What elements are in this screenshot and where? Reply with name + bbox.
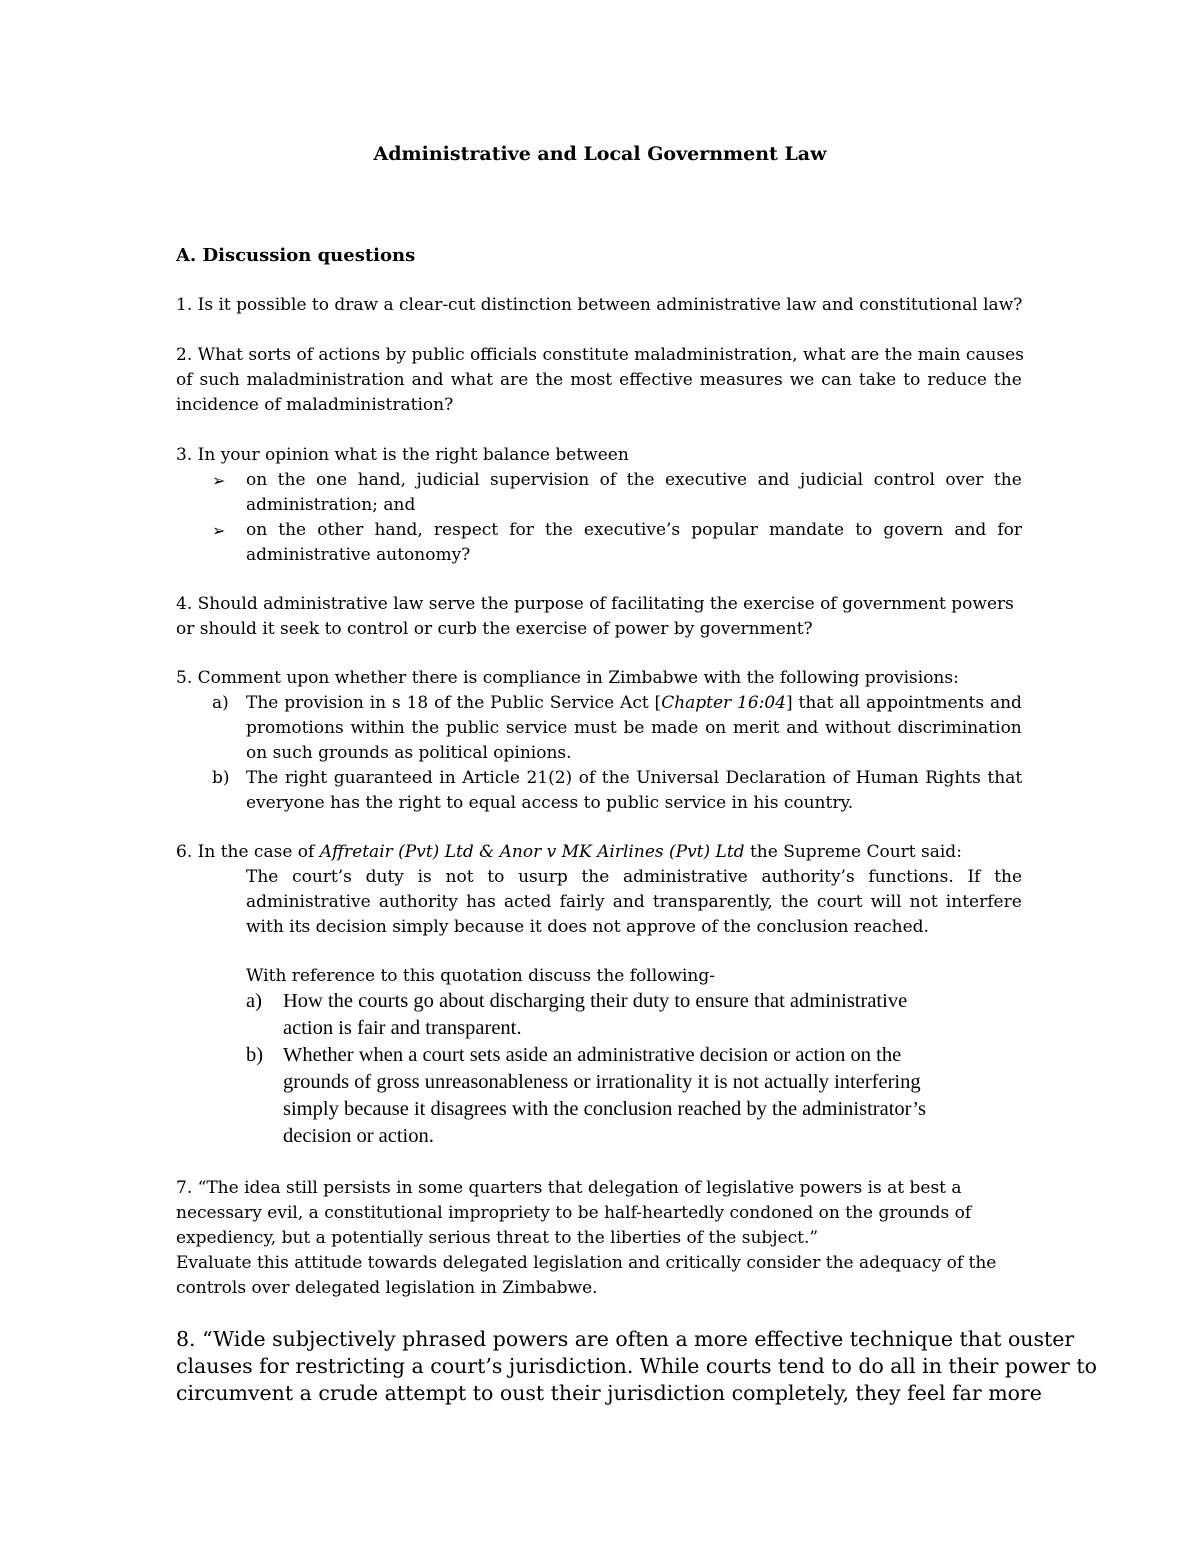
- question-7-line-3: expediency, but a potentially serious threat to the liberties of the subject.”: [176, 1228, 819, 1248]
- question-6-item-b-line-4: decision or action.: [283, 1125, 434, 1147]
- question-3-bullet-1-line-2: administration; and: [246, 495, 416, 515]
- question-6-item-a-line-1: How the courts go about discharging their duty to ensure that administrative: [283, 990, 908, 1012]
- list-marker-a: a): [246, 990, 262, 1012]
- question-6-item-a-line-2: action is fair and transparent.: [283, 1017, 522, 1039]
- question-5-item-b: [246, 766, 1022, 816]
- question-2: [176, 343, 1022, 418]
- question-8-line-3: circumvent a crude attempt to oust their jurisdiction completely, they feel far more: [176, 1381, 1042, 1405]
- question-1-text: 1. Is it possible to draw a clear-cut distinction between administrative law and constitutional law?: [176, 295, 1023, 315]
- question-3-bullet-2: [246, 518, 1022, 568]
- question-7-line-4: Evaluate this attitude towards delegated legislation and critically consider the adequacy of the: [176, 1253, 997, 1273]
- list-marker-a: a): [212, 693, 229, 713]
- document-title: Administrative and Local Government Law: [373, 143, 827, 165]
- question-6-item-b-line-3: simply because it disagrees with the conclusion reached by the administrator’s: [283, 1098, 926, 1120]
- bullet-arrow-icon: ➢: [212, 521, 226, 540]
- question-4-line-1: 4. Should administrative law serve the purpose of facilitating the exercise of government powers: [176, 594, 1014, 614]
- question-4-line-2: or should it seek to control or curb the exercise of power by government?: [176, 619, 813, 639]
- question-5-item-a: [246, 691, 1022, 766]
- question-7-line-5: controls over delegated legislation in Zimbabwe.: [176, 1278, 598, 1298]
- question-6-quotation: [246, 865, 1022, 940]
- question-3-intro: [176, 443, 1022, 468]
- question-7-line-1: 7. “The idea still persists in some quarters that delegation of legislative powers is at best a: [176, 1178, 962, 1198]
- question-3-bullet-2-line-1: on the other hand, respect for the executive’s popular mandate to govern and for: [246, 520, 1023, 540]
- question-5-intro-text: 5. Comment upon whether there is compliance in Zimbabwe with the following provisions:: [176, 668, 959, 688]
- question-6-quote-line-3: with its decision simply because it does not approve of the conclusion reached.: [246, 917, 929, 937]
- question-5-intro: [176, 666, 1022, 691]
- question-6-quote-line-2: administrative authority has acted fairly and transparently, the court will not interfere: [246, 892, 1022, 912]
- question-6-item-b-line-1: Whether when a court sets aside an administrative decision or action on the: [283, 1044, 902, 1066]
- question-7: [176, 1176, 1022, 1301]
- question-5-item-a-line-2: promotions within the public service must be made on merit and without discrimination: [246, 718, 1022, 738]
- question-5-item-a-line-3: on such grounds as political opinions.: [246, 743, 572, 763]
- list-marker-b: b): [212, 768, 230, 788]
- section-heading: A. Discussion questions: [176, 245, 416, 266]
- question-1: [176, 293, 1022, 318]
- question-3-bullet-1-line-1: on the one hand, judicial supervision of the executive and judicial control over the: [246, 470, 1022, 490]
- question-3-bullet-2-line-2: administrative autonomy?: [246, 545, 471, 565]
- question-2-line-3: incidence of maladministration?: [176, 395, 454, 415]
- question-2-line-1: 2. What sorts of actions by public officials constitute maladministration, what are the main causes: [176, 345, 1024, 365]
- act-chapter-citation: Chapter 16:04: [661, 693, 787, 713]
- question-6-item-b-line-2: grounds of gross unreasonableness or irrationality it is not actually interfering: [283, 1071, 921, 1093]
- question-8-line-2: clauses for restricting a court’s jurisdiction. While courts tend to do all in their power to: [176, 1354, 1097, 1378]
- list-marker-b: b): [246, 1044, 264, 1066]
- question-3-bullet-1: [246, 468, 1022, 518]
- question-4: [176, 592, 1022, 642]
- question-6-item-b: [283, 1042, 1023, 1150]
- question-8-line-1: 8. “Wide subjectively phrased powers are often a more effective technique that ouster: [176, 1327, 1075, 1351]
- question-6-quote-line-1: The court’s duty is not to usurp the administrative authority’s functions. If the: [246, 867, 1023, 887]
- case-name: Affretair (Pvt) Ltd & Anor v MK Airlines (Pvt) Ltd: [319, 842, 745, 862]
- question-7-line-2: necessary evil, a constitutional impropriety to be half-heartedly condoned on the grounds of: [176, 1203, 972, 1223]
- question-3-intro-text: 3. In your opinion what is the right balance between: [176, 445, 629, 465]
- question-6-intro: [176, 840, 1022, 865]
- question-5-item-b-line-1: The right guaranteed in Article 21(2) of the Universal Declaration of Human Rights that: [246, 768, 1023, 788]
- question-6-reference: [246, 964, 1022, 989]
- bullet-arrow-icon: ➢: [212, 471, 226, 490]
- question-6-reference-text: With reference to this quotation discuss the following-: [246, 966, 715, 986]
- question-5-item-b-line-2: everyone has the right to equal access to public service in his country.: [246, 793, 854, 813]
- question-5-item-a-line-1: The provision in s 18 of the Public Service Act [Chapter 16:04] that all appointments and: [246, 693, 1022, 713]
- question-6-item-a: [283, 988, 1023, 1042]
- question-6-intro-text: 6. In the case of Affretair (Pvt) Ltd & Anor v MK Airlines (Pvt) Ltd the Supreme Court said:: [176, 842, 962, 862]
- question-8: [176, 1326, 1097, 1407]
- question-2-line-2: of such maladministration and what are the most effective measures we can take to reduce the: [176, 370, 1022, 390]
